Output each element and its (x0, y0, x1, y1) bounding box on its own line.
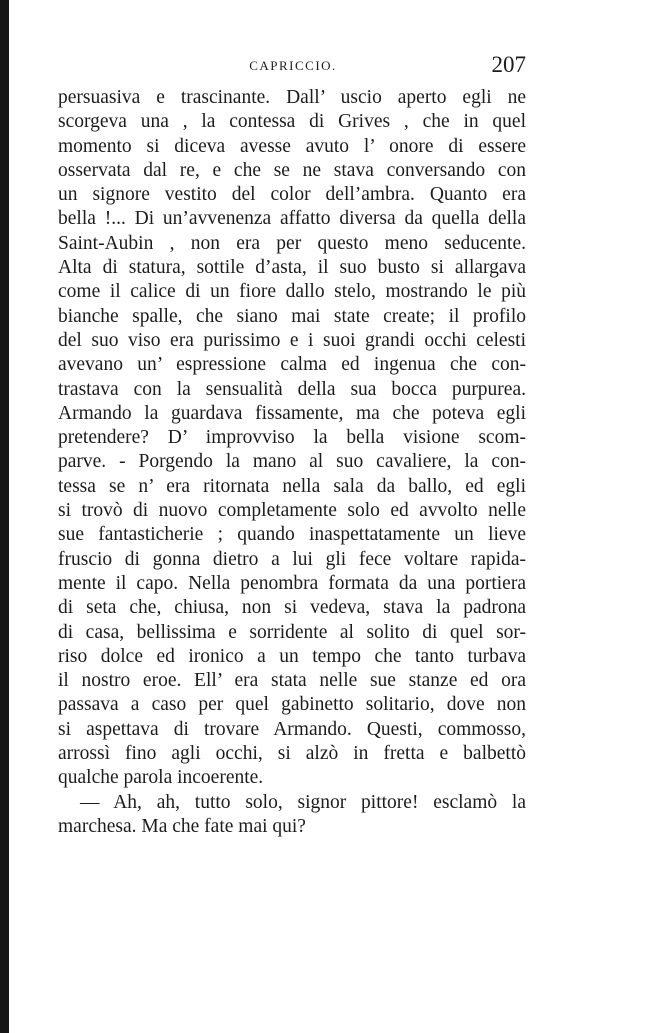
text-line: Saint-Aubin , non era per questo meno seducente. (58, 232, 526, 254)
text-line: marchesa. Ma che fate mai qui? (58, 815, 306, 837)
text-line: avevano un’ espressione calma ed ingenua che con- (58, 354, 526, 376)
text-line: bianche spalle, che siano mai state create; il profilo (58, 305, 526, 327)
text-line: pretendere? D’ improvviso la bella visione scom- (58, 427, 526, 449)
page-number: 207 (491, 52, 526, 77)
paragraph (58, 86, 526, 791)
page-header (58, 52, 528, 88)
text-line: si trovò di nuovo completamente solo ed avvolto nelle (58, 500, 526, 522)
text-line: parve. - Porgendo la mano al suo cavaliere, la con- (58, 451, 526, 473)
text-line: del suo viso era purissimo e i suoi grandi occhi celesti (58, 329, 526, 351)
text-line: — Ah, ah, tutto solo, signor pittore! esclamò la (80, 791, 526, 813)
text-line: tessa se n’ era ritornata nella sala da ballo, ed egli (58, 475, 526, 497)
page-binding-edge (0, 0, 9, 1033)
text-line: il nostro eroe. Ell’ era stata nelle sue stanze ed ora (58, 670, 526, 692)
text-line: trastava con la sensualità della sua bocca purpurea. (58, 378, 526, 400)
text-line: qualche parola incoerente. (58, 767, 264, 789)
text-line: Armando la guardava fissamente, ma che poteva egli (58, 402, 526, 424)
text-line: scorgeva una , la contessa di Grives , che in quel (58, 111, 526, 133)
body-text (58, 86, 526, 839)
text-line: sue fantasticherie ; quando inaspettatamente un lieve (58, 524, 526, 546)
text-line: mente il capo. Nella penombra formata da una portiera (58, 572, 526, 594)
text-line: momento si diceva avesse avuto l’ onore di essere (58, 135, 526, 157)
text-line: come il calice di un fiore dallo stelo, mostrando le più (58, 281, 526, 303)
running-title: CAPRICCIO. (249, 58, 337, 73)
text-line: Alta di statura, sottile d’asta, il suo busto si allargava (58, 257, 526, 279)
text-line: osservata dal re, e che se ne stava conversando con (58, 159, 526, 181)
text-line: arrossì fino agli occhi, si alzò in fretta e balbettò (58, 743, 526, 765)
paragraph (58, 791, 526, 840)
text-line: riso dolce ed ironico a un tempo che tanto turbava (58, 645, 526, 667)
text-line: di casa, bellissima e sorridente al solito di quel sor- (58, 621, 526, 643)
text-line: passava a caso per quel gabinetto solitario, dove non (58, 694, 526, 716)
text-line: di seta che, chiusa, non si vedeva, stava la padrona (58, 597, 526, 619)
text-line: si aspettava di trovare Armando. Questi, commosso, (58, 718, 526, 740)
text-line: fruscio di gonna dietro a lui gli fece voltare rapida- (58, 548, 526, 570)
text-line: bella !... Di un’avvenenza affatto diversa da quella della (58, 208, 526, 230)
text-line: persuasiva e trascinante. Dall’ uscio aperto egli ne (58, 87, 526, 108)
text-line: un signore vestito del color dell’ambra. Quanto era (58, 184, 526, 206)
